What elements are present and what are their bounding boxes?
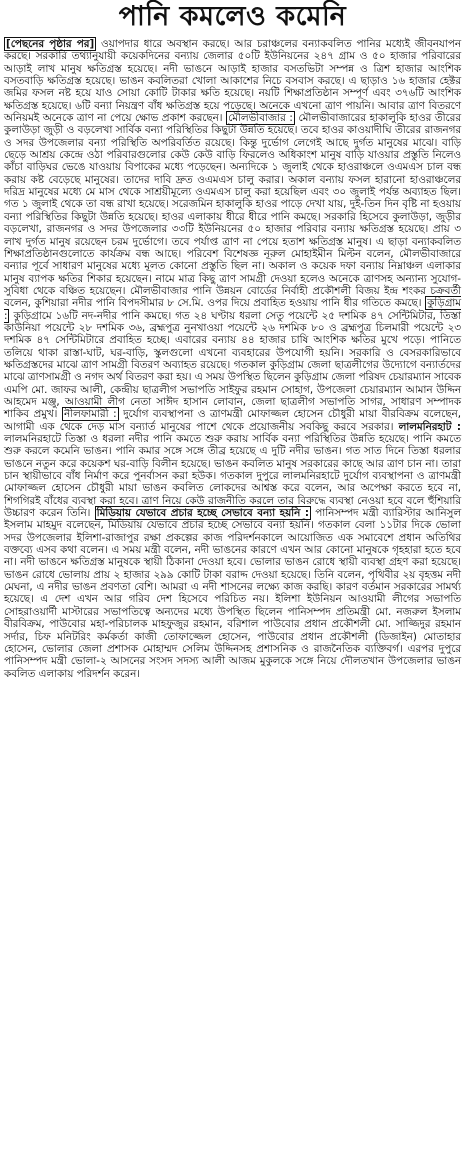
section-label-media-claim: মিডিয়ায় যেভাবে প্রচার হচ্ছে সেভাবে বন্যা হয়নি : <box>96 507 309 520</box>
intro-text: ওয়াপদার ধারে অবস্থান করছে। আর চরাঞ্চলের বন্যাকবলিত পানির মধ্যেই জীবনযাপন করছে। সরকারি তথ্যানুযায়ী কয়েকদিনের বন্যায় জেলার ৫০টি ইউনিয়নের ২৪৭ গ্রাম ও ৫০ হাজার পরিবারের আড়াই লাখ মানুষ ক্ষতিগ্রস্ত হয়েছে। নদী ভাঙনে আড়াই হাজার বসতভিটা সম্পন্ন ও ত্রিশ হাজার আংশিক বসতবাড়ি ক্ষতিগ্রস্ত হয়েছে। ভাঙন কবলিতরা খোলা আকাশের নিচে বসবাস করছে। এ ছাড়াও ১৬ হাজার হেক্টর জমির ফসল নষ্ট হয়ে যাও সোয়া কোটি টাকার ক্ষতি হয়েছে। নয়টি শিক্ষাপ্রতিষ্ঠান সম্পূর্ণ এবং ৩৭৬টি আংশিক ক্ষতিগ্রস্ত হয়েছে। ৬টি বন্যা নিয়ন্ত্রণ বাঁধ ক্ষতিগ্রস্ত হয়ে পড়েছে। অনেকে এখনো ত্রাণ পায়নি। আবার ত্রাণ বিতরণে অনিয়মই অনেকে ত্রাণ না পেয়ে ক্ষোভ প্রকাশ করছেন। <box>4 38 461 125</box>
article-body <box>4 38 461 680</box>
section-label-lalmonirhat: লালমনিরহাট : <box>398 420 462 433</box>
continuation-kicker: [পেছনের পৃষ্ঠার পর] <box>6 38 95 50</box>
section-text-media-claim: পানিসম্পদ মন্ত্রী ব্যারিস্টার আনিসুল ইসলাম মাহমুদ বলেছেন, মিডিয়ায় যেভাবে প্রচার হচ্ছে সেভাবে বন্যা হয়নি। গতকাল বেলা ১১টার দিকে ভোলা সদর উপজেলার ইলিশা-রাজাপুর রক্ষা প্রকল্পের কাজ পরিদর্শনকালে আয়োজিত এক সমাবেশে প্রধান অতিথির বক্তব্যে এসব কথা বলেন। এ সময় মন্ত্রী বলেন, নদী ভাঙনের কারণে এখন আর কোনো মানুষকে গৃহহারা হতে হবে না। নদী ভাঙনে ক্ষতিগ্রস্ত মানুষকে স্থায়ী ঠিকানা দেওয়া হবে। ভোলার ভাঙন রোধে স্থায়ী ব্যবস্থা গ্রহণ করা হয়েছে। ভাঙন রোধে ভোলায় প্রায় ২ হাজার ২৯৯ কোটি টাকা বরাদ্দ দেওয়া হয়েছে। তিনি বলেন, পৃথিবীর ২য় বৃহত্তম নদী মেঘনা, এ নদীর ভাঙন প্রবণতা বেশি। আমরা এ নদী শাসনের লক্ষ্যে কাজ করছি। কারণ বর্তমান সরকারের সামর্থ্য হয়েছে। এ দেশ এখন আর গরিব দেশ হিসেবে পরিচিত নয়। ইলিশা ইউনিয়ন আওয়ামী লীগের সভাপতি সোহরাওয়ার্দী মাস্টারের সভাপতিত্বে অন্যদের মধ্যে উপস্থিত ছিলেন পানিসম্পদ প্রতিমন্ত্রী মো. নজরুল ইসলাম বীরবিক্রম, পাউবোর মহা-পরিচালক মাহফুজুর রহমান, বরিশাল পাউবোর প্রধান প্রকৌশলী মো. সাজ্জিদুর রহমান সর্দার, চিফ মনিটরিং কর্মকর্তা কাজী তোফাজ্জেল হোসেন, পাউবোর প্রধান প্রকৌশলী (ডিজাইন) মোতাহার হোসেন, ভোলার জেলা প্রশাসক মোহাম্মদ সেলিম উদ্দিনসহ প্রশাসনিক ও রাজনৈতিক ব্যক্তিবর্গ। এরপর দুপুরে পানিসম্পদ মন্ত্রী ভোলা-২ আসনের সংসদ সদস্য আলী আজম মুকুলকে সঙ্গে নিয়ে দৌলতখান উপজেলার ভাঙন কবলিত এলাকায় পরিদর্শন করেন। <box>4 507 462 680</box>
section-label-moulvibazar: মৌলভীবাজার : <box>228 112 293 125</box>
article-paragraph <box>4 38 461 680</box>
section-label-kurigram: কুড়িগ্রাম : <box>4 297 461 322</box>
section-text-moulvibazar: মৌলভীবাজারের হাকালুকি হাওর তীরের কুলাউড়া জুড়ী ও বড়লেখা সার্বিক বন্যা পরিস্থিতির কিছুটা উন্নতি হয়েছে। তবে হাওর কাওয়াদীঘি তীরের রাজনগর ও সদর উপজেলার বন্যা পরিস্থিতি অপরিবর্তিত রয়েছে। কিন্তু দুর্ভোগ লেগেই আছে দুর্গত মানুষের মাঝে। বাড়ি ছেড়ে আশ্রয় কেন্দ্রে ওঠা পরিবারগুলোর কেউ কেউ বাড়ি ফিরলেও অধিকাংশ মানুষ বাড়ি যাওয়ার প্রস্তুতি নিলেও কাঁচা বাড়িঘর ভেঙে যাওয়ায় বিপাকের মধ্যে পড়েছেন। অন্যদিকে ১ জুলাই থেকে হাওরাঞ্চলে ওএমএস চাল বন্ধ করায় কষ্ট বেড়েছে মানুষের। তাদের দাবি দ্রুত ওএমএস চালু করার। অকাল বন্যায় ফসল হারানো হাওরাঞ্চলের দরিদ্র মানুষের মধ্যে মে মাস থেকে সাশ্রয়ীমূল্যে ওএমএস চালু করা হয়েছিল এবং ৩০ জুলাই পর্যন্ত অব্যাহত ছিল। গত ১ জুলাই থেকে তা বন্ধ রাখা হয়েছে। সরেজমিন হাকালুকি হাওর পাড়ে দেখা যায়, দুই-তিন দিন বৃষ্টি না হওয়ায় বন্যা পরিস্থিতির কিছুটা উন্নতি হয়েছে। হাওর এলাকায় ধীরে ধীরে পানি কমছে। সরকারি হিসেবে কুলাউড়া, জুড়ীর বড়লেখা, রাজনগর ও সদর উপজেলার ৩৩টি ইউনিয়নের ৫০ হাজার পরিবার বন্যায় ক্ষতিগ্রস্ত হয়েছে। প্রায় ৩ লাখ দুর্গত মানুষ রয়েছেন চরম দুর্ভোগে। তবে পর্যাপ্ত ত্রাণ না পেয়ে হতাশ ক্ষতিগ্রস্ত মানুষ। এ ছাড়া বন্যাকবলিত শিক্ষাপ্রতিষ্ঠানগুলোতে কার্যক্রম বন্ধ আছে। পরিবেশ বিশেষজ্ঞ নূরুল মোহাইমীন মিল্টন বলেন, মৌলভীবাজারে বন্যার পূর্বে সাধারণ মানুষের মধ্যে মূলত কোনো প্রস্তুতি ছিল না। অকাল ও কয়েক দফা বন্যায় নিম্নাঞ্চল এলাকার মানুষ ব্যাপক ক্ষতির শিকার হয়েছেন। নামে মাত্র কিছু ত্রাণ সামগ্রী দেওয়া হলেও অনেকে ত্রাণসহ অন্যান্য সুযোগ-সুবিধা থেকে বঞ্চিত হয়েছেন। মৌলভীবাজার পানি উন্নয়ন বোর্ডের নির্বাহী প্রকৌশলী বিজয় ইন্দ্র শংকর চক্রবর্তী বলেন, কুশিয়ারা নদীর পানি বিপদসীমার ৮ সে.মি. ওপর দিয়ে প্রবাহিত হওয়ায় পানি ধীর গতিতে কমছে। <box>4 112 461 310</box>
section-label-nilphamari: নীলফামারী : <box>63 408 117 421</box>
section-text-nilphamari: দুর্যোগ ব্যবস্থাপনা ও ত্রাণমন্ত্রী মোফাজ্জল হোসেন চৌধুরী মায়া বীরবিক্রম বলেছেন, আগামী এক থেকে দেড় মাস বন্যার্ত মানুষের পাশে থেকে প্রয়োজনীয় সবকিছু করবে সরকার। <box>4 408 461 433</box>
article-headline: পানি কমলেও কমেনি <box>118 1 347 32</box>
section-text-kurigram: কুড়িগ্রামে ১৬টি নদ-নদীর পানি কমছে। গত ২৪ ঘণ্টায় ধরলা সেতু পয়েন্টে ২৫ দশমিক ৪৭ সেন্টিমিটার, তিস্তা কাউনিয়া পয়েন্টে ২৮ দশমিক ৩৬, ব্রহ্মপুত্র নুনখাওয়া পয়েন্টে ২৬ দশমিক ৮০ ও ব্রহ্মপুত্র চিলমারী পয়েন্টে ২৩ দশমিক ৪৭ সেন্টিমিটারে প্রবাহিত হচ্ছে। এবারের বন্যায় ৪৪ হাজার চাষি আংশিক ক্ষতির মুখে পড়ে। পানিতে তলিয়ে থাকা রাস্তা-ঘাট, ঘর-বাড়ি, স্কুলগুলো এখনো ব্যবহারের উপযোগী হয়নি। সরকারি ও বেসরকারিভাবে ক্ষতিগ্রস্তদের মাঝে ত্রাণ সামগ্রী বিতরণ অব্যাহত রয়েছে। গতকাল কুড়িগ্রাম জেলা ছাত্রলীগের উদ্যোগে বন্যার্তদের মাঝে ত্রাণসামগ্রী ও নগদ অর্থ বিতরণ করা হয়। এ সময় উপস্থিত ছিলেন কুড়িগ্রাম জেলা পরিষদ চেয়ারম্যান সাবেক এমপি মো. জাফর আলী, কেন্দ্রীয় ছাত্রলীগ সভাপতি সাইফুর রহমান সোহাগ, উপজেলা চেয়ারম্যান আমান উদ্দিন আহমেদ মঞ্জু, আওয়ামী লীগ নেতা সাঈদ হাসান লোবান, জেলা ছাত্রলীগ সভাপতি সাগর, সাধারণ সম্পাদক শাকিব প্রমুখ। <box>4 309 462 421</box>
section-text-lalmonirhat: লালমনিরহাটে তিস্তা ও ধরলা নদীর পানি কমতে শুরু করায় সার্বিক বন্যা পরিস্থিতির উন্নতি হয়েছে। পানি কমতে শুরু করলে কমেনি ভাঙন। পানি কমার সঙ্গে সঙ্গে তীব্র হয়েছে এ দুটি নদীর ভাঙন। গত সাত দিনে তিস্তা ধরলার ভাঙনে নতুন করে কয়েকশ ঘর-বাড়ি বিলীন হয়েছে। ভাঙন কবলিত মানুষ সরকারের কাছে আর ত্রাণ চান না। তারা চান স্থায়ীভাবে বাঁধ নির্মাণ করে পুনর্বাসন করা হউক। গতকাল দুপুরে লালমনিরহাটে দুর্যোগ ব্যবস্থাপনা ও ত্রাণমন্ত্রী মোফাজ্জল হোসেন চৌধুরী মায়া ভাঙন কবলিত লোকদের আশ্বস্ত করে বলেন, আর অপেক্ষা করতে হবে না, শিগগিরই বাঁধের ব্যবস্থা করা হবে। ত্রাণ নিয়ে কেউ রাজনীতি করলে তার বিরুদ্ধে ব্যবস্থা নেওয়া হবে বলে হুঁশিয়ারি উচ্চারণ করেন তিনি। <box>4 433 461 520</box>
